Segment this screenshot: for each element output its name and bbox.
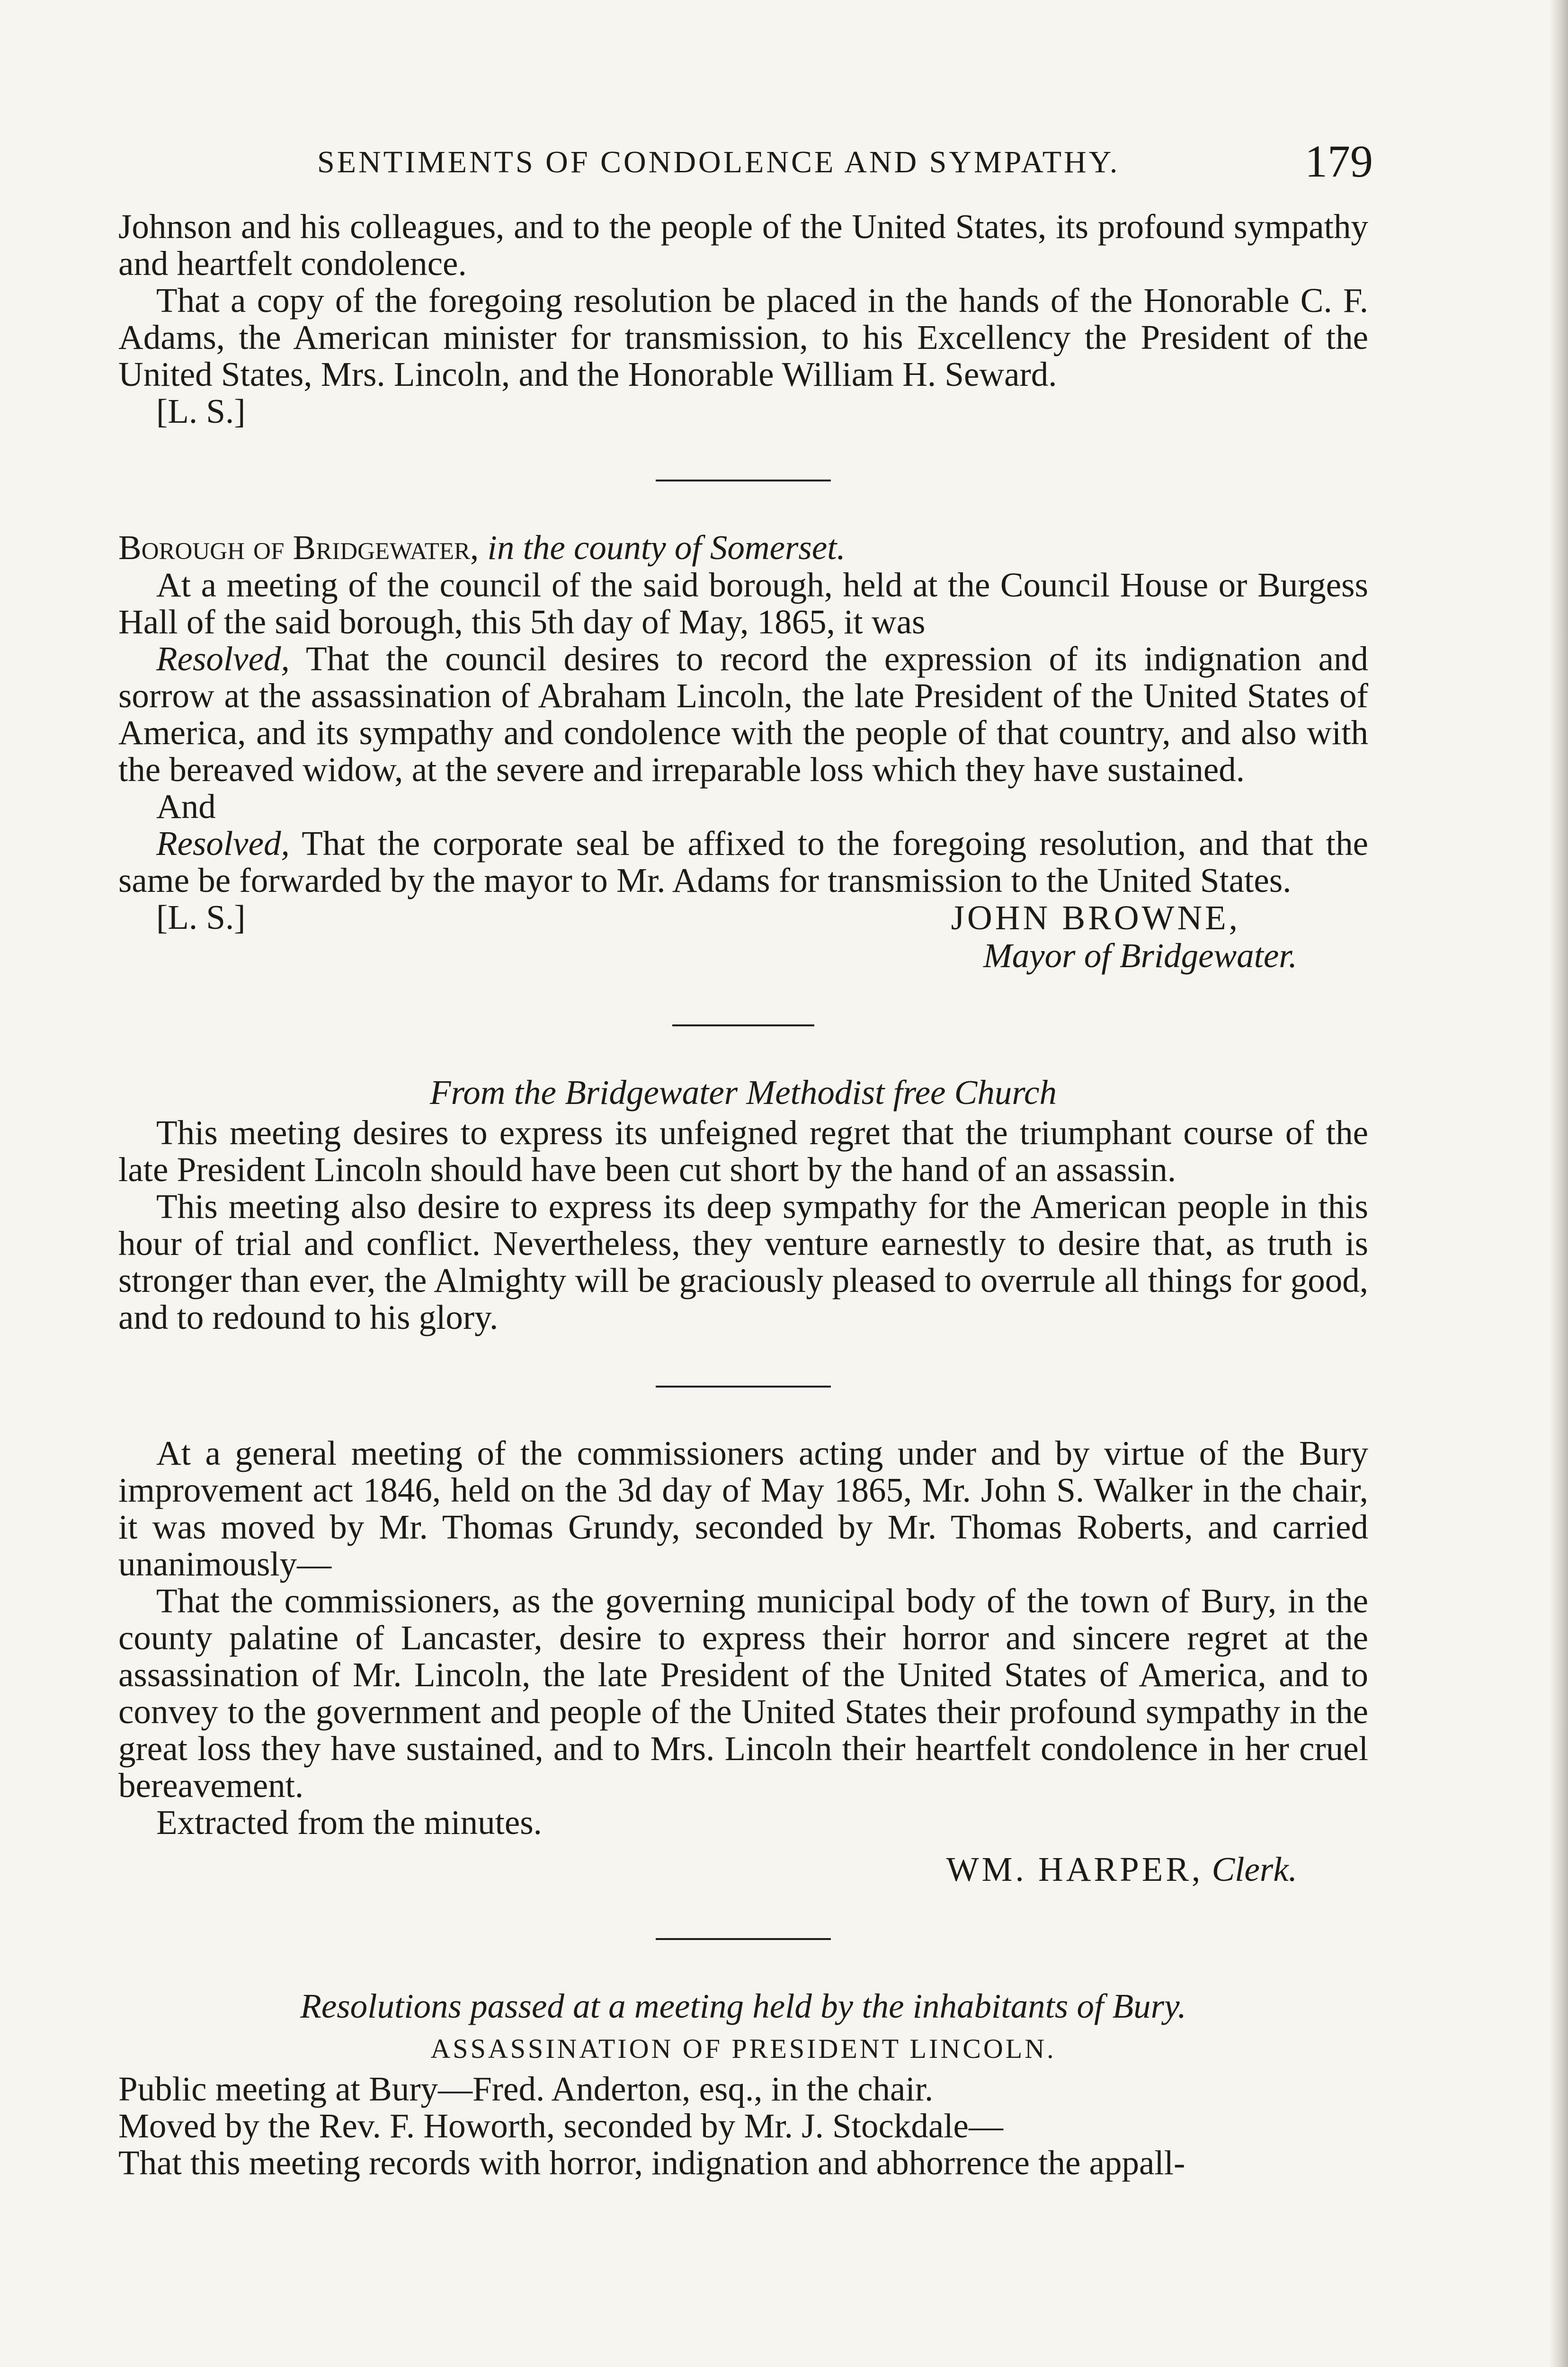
signer-title: Clerk.: [1212, 1850, 1297, 1888]
seal-mark: [L. S.]: [156, 898, 246, 936]
paragraph: That a copy of the foregoing resolution be placed in the hands of the Honorable C. F. Adams, the American minister for transmission, to his Excellency the President of the United States, Mrs. Lincoln, and the Honorable William H. Seward.: [118, 281, 1368, 393]
paragraph: Moved by the Rev. F. Howorth, seconded by Mr. J. Stockdale—: [118, 2107, 1003, 2145]
signature-block: [118, 899, 1297, 975]
section-heading: From the Bridgewater Methodist free Church: [430, 1073, 1057, 1112]
section-continuation: [118, 208, 1368, 430]
section-subheading: ASSASSINATION OF PRESIDENT LINCOLN.: [430, 2033, 1056, 2064]
section-heading: [118, 529, 1368, 567]
heading-county: in the county of Somerset.: [487, 528, 846, 567]
resolved-label: Resolved,: [156, 824, 290, 863]
page-body: [118, 208, 1368, 2181]
page-edge-shadow: [1549, 0, 1568, 2367]
paragraph: [118, 825, 1368, 899]
section-divider: [656, 1386, 831, 1388]
page-number: 179: [1305, 136, 1373, 187]
paragraph: And: [156, 787, 216, 826]
section-bury-inhabitants: [118, 1987, 1368, 2181]
running-head: SENTIMENTS OF CONDOLENCE AND SYMPATHY.: [317, 145, 1120, 179]
signature-block: [118, 1851, 1297, 1888]
section-divider: [672, 1024, 814, 1026]
paragraph: [118, 641, 1368, 788]
section-bridgewater-borough: [118, 529, 1368, 975]
paragraph: At a general meeting of the commissioners acting under and by virtue of the Bury improvement act 1846, held on the 3d day of May 1865, Mr. John S. Walker in the chair, it was moved by Mr. Thomas Grundy, seconded by Mr. Thomas Roberts, and carried unanimously—: [118, 1434, 1368, 1583]
paragraph: That the commissioners, as the governing municipal body of the town of Bury, in the county palatine of Lancaster, desire to express their horror and sincere regret at the assassination of Mr. Lincoln, the late President of the United States of America, and to convey to the government and people of the United States their profound sympathy in the great loss they have sustained, and to Mrs. Lincoln their heartfelt condolence in her cruel bereavement.: [118, 1582, 1368, 1805]
resolved-text: That the corporate seal be affixed to the foregoing resolution, and that the same be forwarded by the mayor to Mr. Adams for transmission to the United States.: [118, 824, 1368, 899]
resolved-label: Resolved,: [156, 640, 290, 678]
section-methodist-church: [118, 1074, 1368, 1336]
paragraph: Johnson and his colleagues, and to the people of the United States, its profound sympathy and heartfelt condolence.: [118, 207, 1368, 283]
section-divider: [656, 480, 831, 481]
page-header: [317, 135, 1373, 192]
paragraph: Public meeting at Bury—Fred. Anderton, esq., in the chair.: [118, 2070, 934, 2108]
paragraph: This meeting also desire to express its deep sympathy for the American people in this hour of trial and conflict. Nevertheless, they venture earnestly to desire that, as truth is stronger than ever, the Almighty will be graciously pleased to overrule all things for good, and to redound to his glory.: [118, 1187, 1368, 1336]
section-bury-commissioners: [118, 1435, 1368, 1888]
signer-name: WM. HARPER,: [946, 1850, 1203, 1888]
paragraph: Extracted from the minutes.: [156, 1803, 542, 1842]
resolved-text: That the council desires to record the expression of its indignation and sorrow at the assassination of Abraham Lincoln, the late President of the United States of America, and its sympathy and condolence with the people of that country, and also with the bereaved widow, at the severe and irreparable loss which they have sustained.: [118, 640, 1368, 789]
signer-title: Mayor of Bridgewater.: [983, 936, 1297, 975]
signer-name: JOHN BROWNE,: [951, 899, 1240, 937]
section-heading: Resolutions passed at a meeting held by the inhabitants of Bury.: [300, 1987, 1186, 2025]
heading-place: Borough of Bridgewater,: [118, 528, 479, 567]
paragraph: That this meeting records with horror, indignation and abhorrence the appall-: [118, 2144, 1185, 2182]
paragraph: At a meeting of the council of the said borough, held at the Council House or Burgess Hall of the said borough, this 5th day of May, 1865, it was: [118, 566, 1368, 641]
section-divider: [656, 1938, 831, 1940]
paragraph: This meeting desires to express its unfeigned regret that the triumphant course of the late President Lincoln should have been cut short by the hand of an assassin.: [118, 1113, 1368, 1189]
seal-mark: [L. S.]: [156, 392, 246, 430]
